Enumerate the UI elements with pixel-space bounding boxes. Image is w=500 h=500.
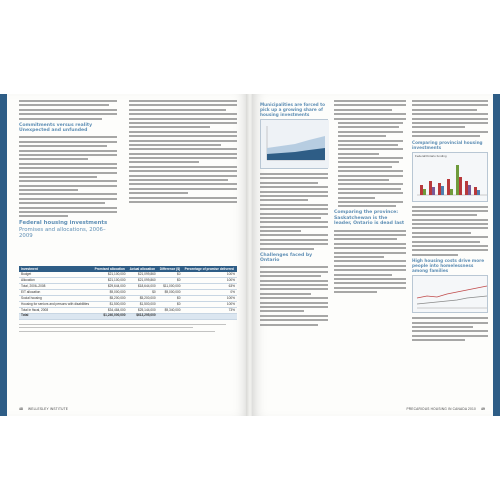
chart-subtitle: Federal/Ontario funding <box>415 153 447 158</box>
page-number: 49 <box>481 407 485 411</box>
provincial-investments-chart <box>412 152 488 202</box>
section-heading: Challenges faced by Ontario <box>260 252 313 264</box>
table-row: Total in fiscal, 2008 $34,484,000 $25,144,000 $9,340,000 73% <box>21 307 235 312</box>
right-footer <box>406 407 485 411</box>
chart-title: Comparing provincial housing investments <box>412 139 483 150</box>
chart-title: High housing costs drive more people into homelessness among families <box>412 258 485 274</box>
footer-org: WELLESLEY INSTITUTE <box>28 407 69 411</box>
left-page <box>0 94 248 416</box>
table-total-row: Total $1,240,000,000 $613,295,000 <box>19 313 237 319</box>
chart-title: Municipalities are forced to pick up a growing share of housing investments <box>260 102 326 117</box>
chart-2-svg <box>413 159 489 201</box>
table-row: Housing for seniors and persons with disabilities $1,500,000 $1,500,000 $0 100% <box>21 301 235 306</box>
table-row: Allocation $21,100,000 $21,099,860 $0 100% <box>21 277 235 282</box>
housing-investments-table <box>19 266 237 334</box>
booklet-spread <box>0 94 500 416</box>
table-header: Actual allocation <box>128 266 158 272</box>
table-header: Promised allocation <box>93 266 128 272</box>
right-page <box>252 94 500 416</box>
table-row: Social housing $5,200,000 $5,200,000 $0 100% <box>21 295 235 300</box>
table-footnotes <box>19 324 237 332</box>
table-row: Budget $21,100,000 $21,099,860 $0 100% <box>21 271 235 276</box>
table-header: Difference ($) <box>158 266 183 272</box>
table-row: Total, 2006–2008 $29,644,000 $18,644,000 $11,000,000 63% <box>21 283 235 288</box>
chart-3-svg <box>413 276 489 312</box>
left-column-text-2 <box>129 100 237 205</box>
table-row: EIT allocation $9,000,000 $0 $9,000,000 0% <box>21 289 235 294</box>
table-heading: Federal housing investments Promises and allocations, 2006–2009 <box>19 220 108 239</box>
footer-title: PRECARIOUS HOUSING IN CANADA 2010 <box>406 407 476 411</box>
right-column-1 <box>260 100 328 328</box>
left-column-text-1 <box>19 100 117 242</box>
table-header: Percentage of promise delivered <box>183 266 237 272</box>
municipal-share-chart <box>260 119 328 169</box>
right-column-2 <box>334 100 406 295</box>
table-header: Investment <box>19 266 93 272</box>
homelessness-trend-chart <box>412 275 488 313</box>
section-heading: Comparing the province: Saskatchewan is the leader, Ontario is dead last <box>334 210 405 227</box>
section-heading: Commitments versus reality Unexpected and unfunded <box>19 122 93 133</box>
page-number: 48 <box>19 407 23 411</box>
left-footer <box>19 407 68 411</box>
right-column-3 <box>412 100 488 344</box>
chart-1-svg <box>261 120 329 168</box>
